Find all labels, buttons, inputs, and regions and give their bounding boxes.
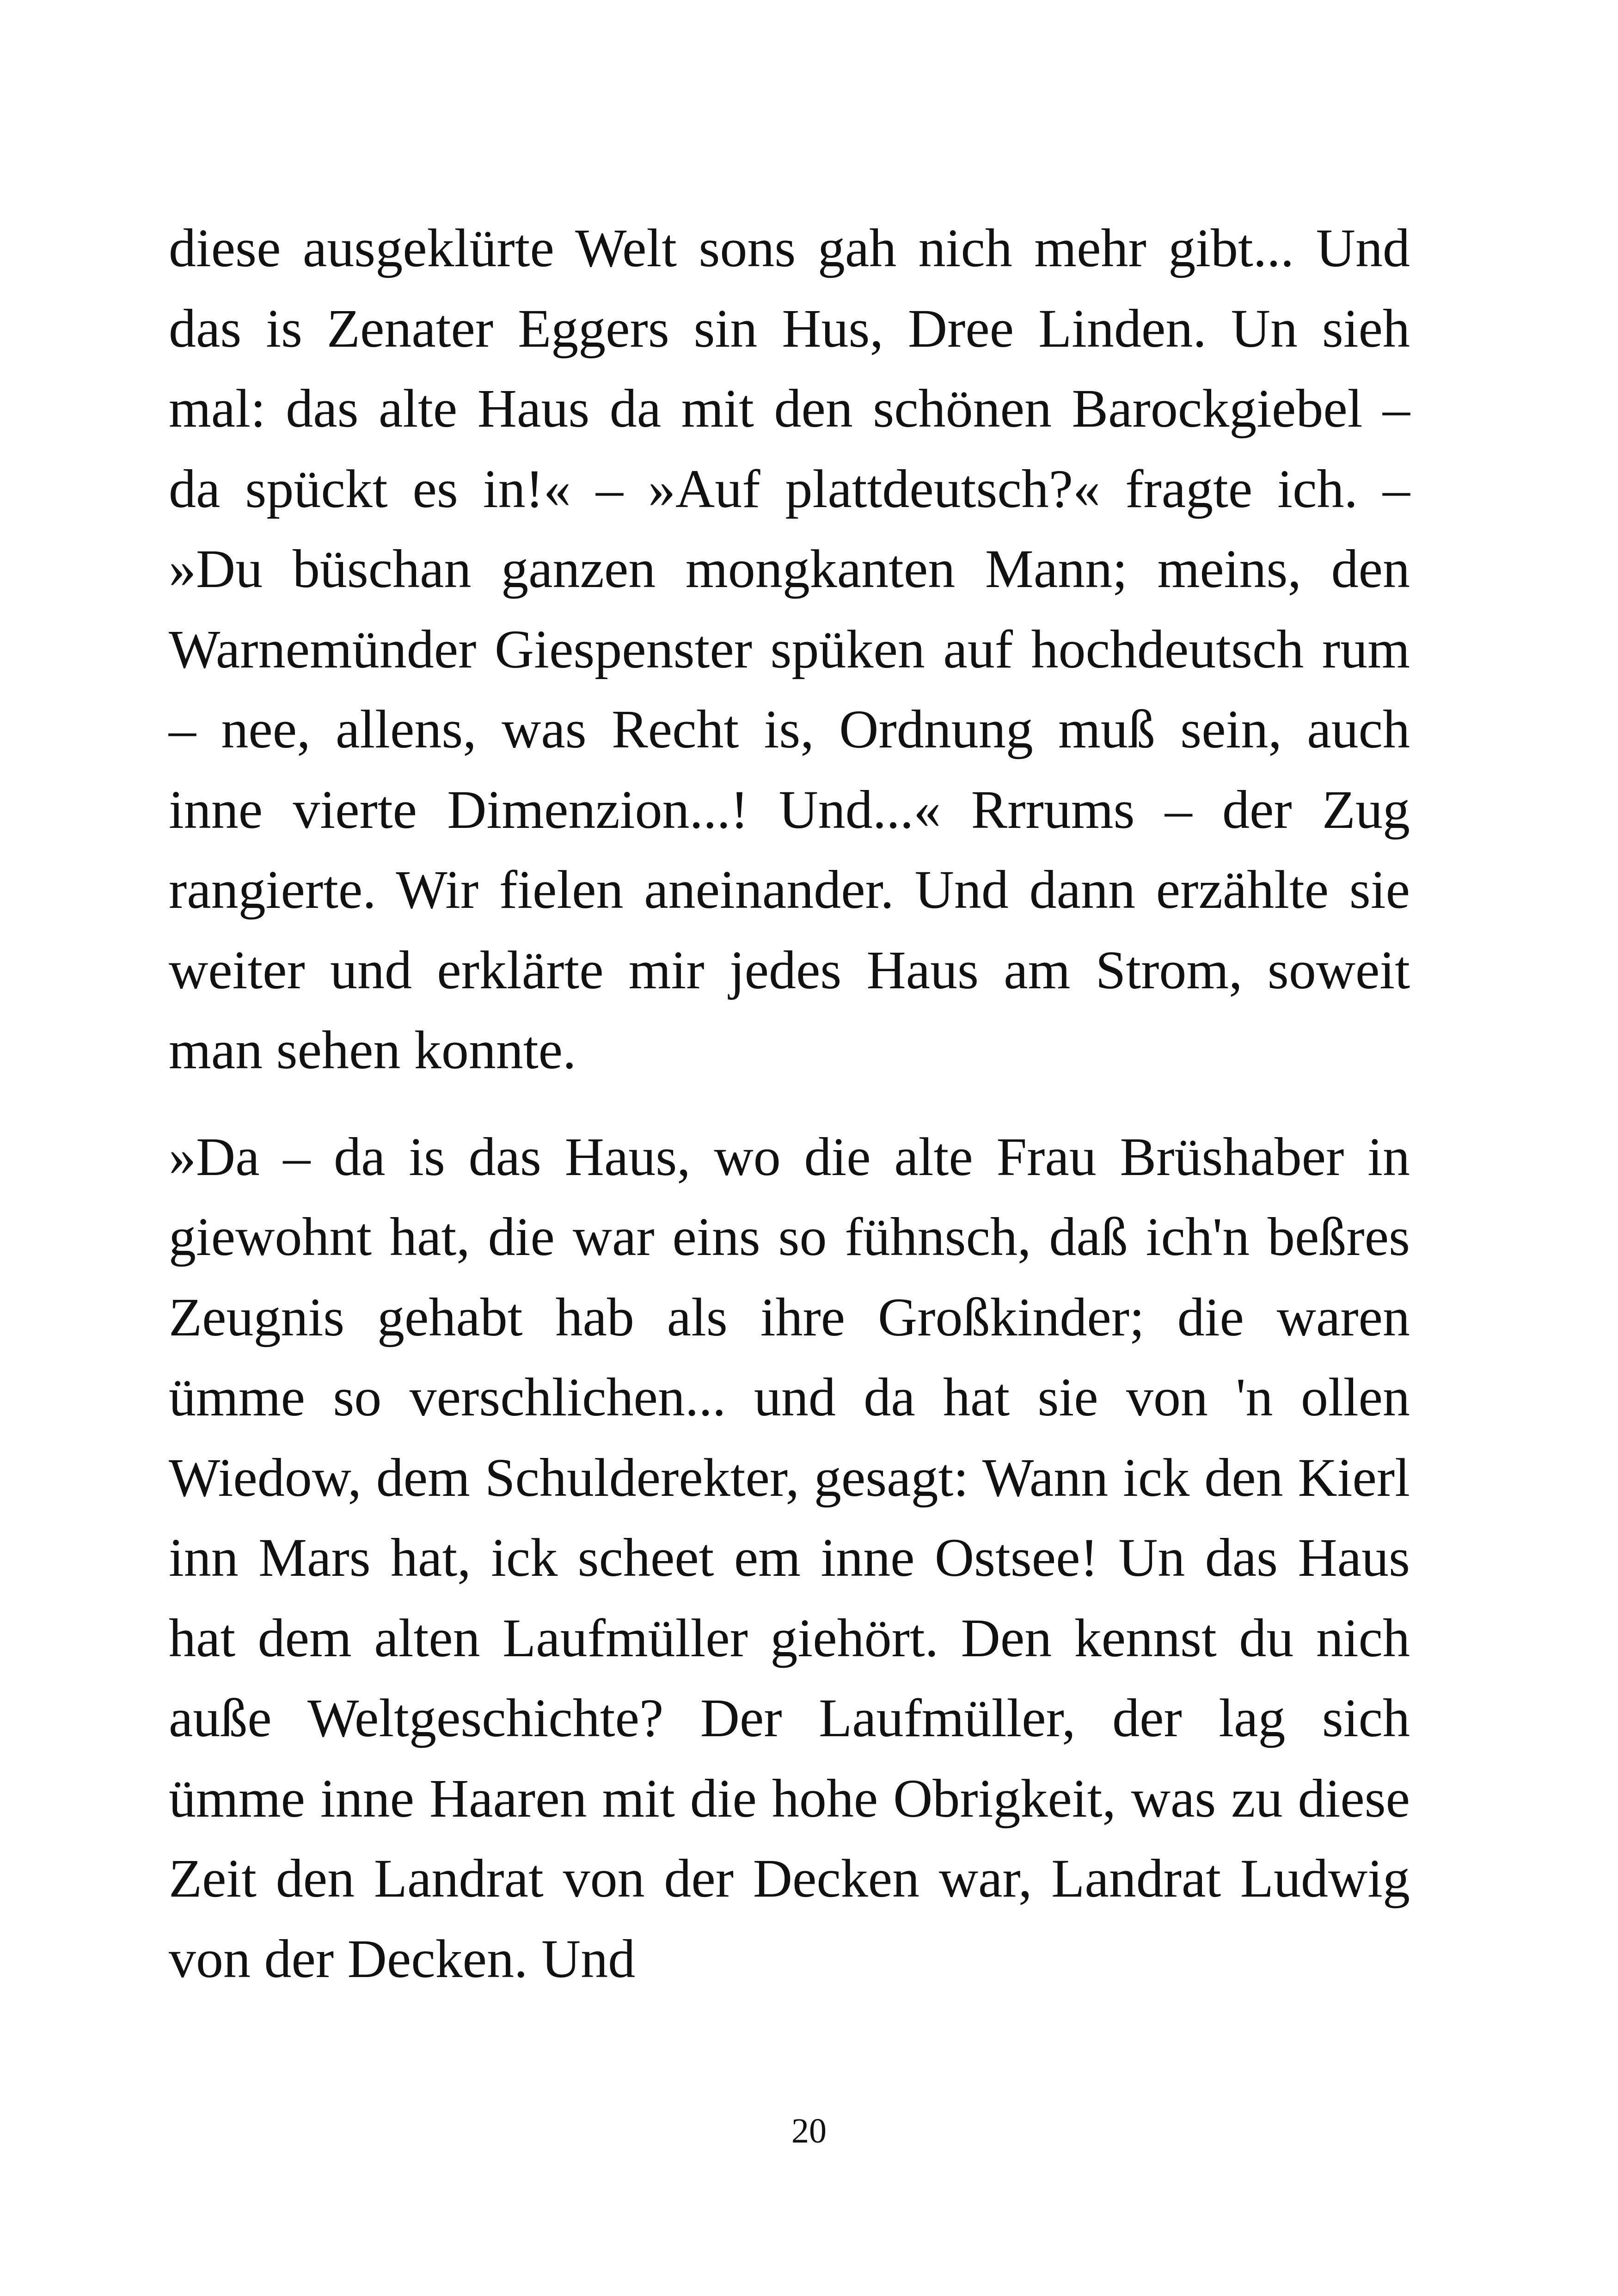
- page-number: 20: [791, 2112, 827, 2150]
- body-text: [169, 208, 1410, 1999]
- paragraph-1: diese ausgeklürte Welt sons gah nich mehr gibt... Und das is Zenater Eggers sin Hus, Dree Linden. Un sieh mal: das alte Haus da mit den schönen Barockgiebel – da spückt es in!« – »Auf plattdeutsch?« fragte ich. – »Du büschan ganzen mongkanten Mann; meins, den Warnemünder Giespenster spüken auf hochdeutsch rum – nee, allens, was Recht is, Ordnung muß sein, auch inne vierte Dimenzion...! Und...« Rrrums – der Zug rangierte. Wir fielen aneinander. Und dann erzählte sie weiter und erklärte mir jedes Haus am Strom, soweit man sehen konnte.: [169, 218, 1410, 1080]
- paragraph-2: »Da – da is das Haus, wo die alte Frau Brüshaber in giewohnt hat, die war eins so fühnsch, daß ich'n beßres Zeugnis gehabt hab als ihre Großkinder; die waren ümme so verschlichen... und da hat sie von 'n ollen Wiedow, dem Schulderekter, gesagt: Wann ick den Kierl inn Mars hat, ick scheet em inne Ostsee! Un das Haus hat dem alten Laufmüller giehört. Den kennst du nich auße Weltgeschichte? Der Laufmüller, der lag sich ümme inne Haaren mit die hohe Obrigkeit, was zu diese Zeit den Landrat von der Decken war, Landrat Ludwig von der Decken. Und: [169, 1126, 1410, 1989]
